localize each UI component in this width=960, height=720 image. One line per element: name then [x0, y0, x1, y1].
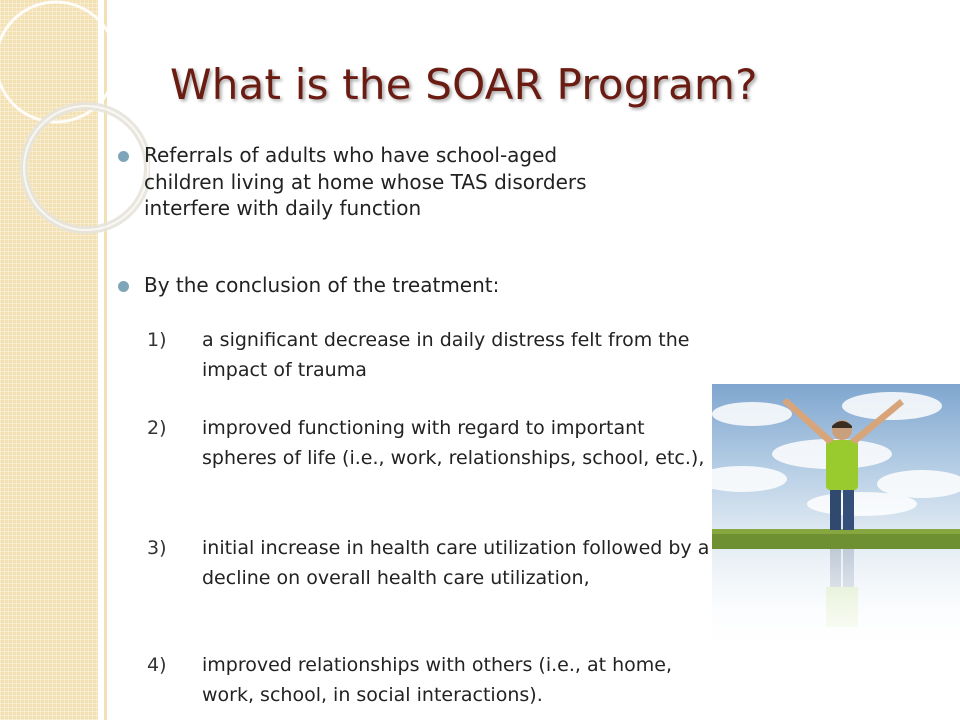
bullet-item [118, 142, 638, 222]
outcome-item [147, 325, 722, 385]
outcome-text: improved relationships with others (i.e., at home, work, school, in social interactions). [202, 654, 672, 706]
outcome-number: 2) [147, 417, 167, 439]
outcome-number: 1) [147, 329, 167, 351]
bullet-dot-icon [118, 151, 129, 162]
photo-illustration [712, 384, 960, 654]
bullet-item [118, 272, 718, 298]
outcome-item [147, 533, 722, 593]
bullet-text: Referrals of adults who have school-aged children living at home whose TAS disorders interfere with daily function [144, 143, 587, 220]
page-title: What is the SOAR Program? [170, 60, 758, 109]
outcome-item [147, 413, 722, 473]
outcome-text: improved functioning with regard to important spheres of life (i.e., work, relationships, school, etc.), [202, 417, 705, 469]
outcome-item [147, 650, 722, 710]
bullet-text: By the conclusion of the treatment: [144, 273, 500, 297]
outcome-number: 4) [147, 654, 167, 676]
outcome-number: 3) [147, 537, 167, 559]
outcome-text: initial increase in health care utilization followed by a decline on overall health care utilization, [202, 537, 710, 589]
bullet-dot-icon [118, 281, 129, 292]
outcome-text: a significant decrease in daily distress felt from the impact of trauma [202, 329, 690, 381]
man-photo [712, 384, 960, 654]
